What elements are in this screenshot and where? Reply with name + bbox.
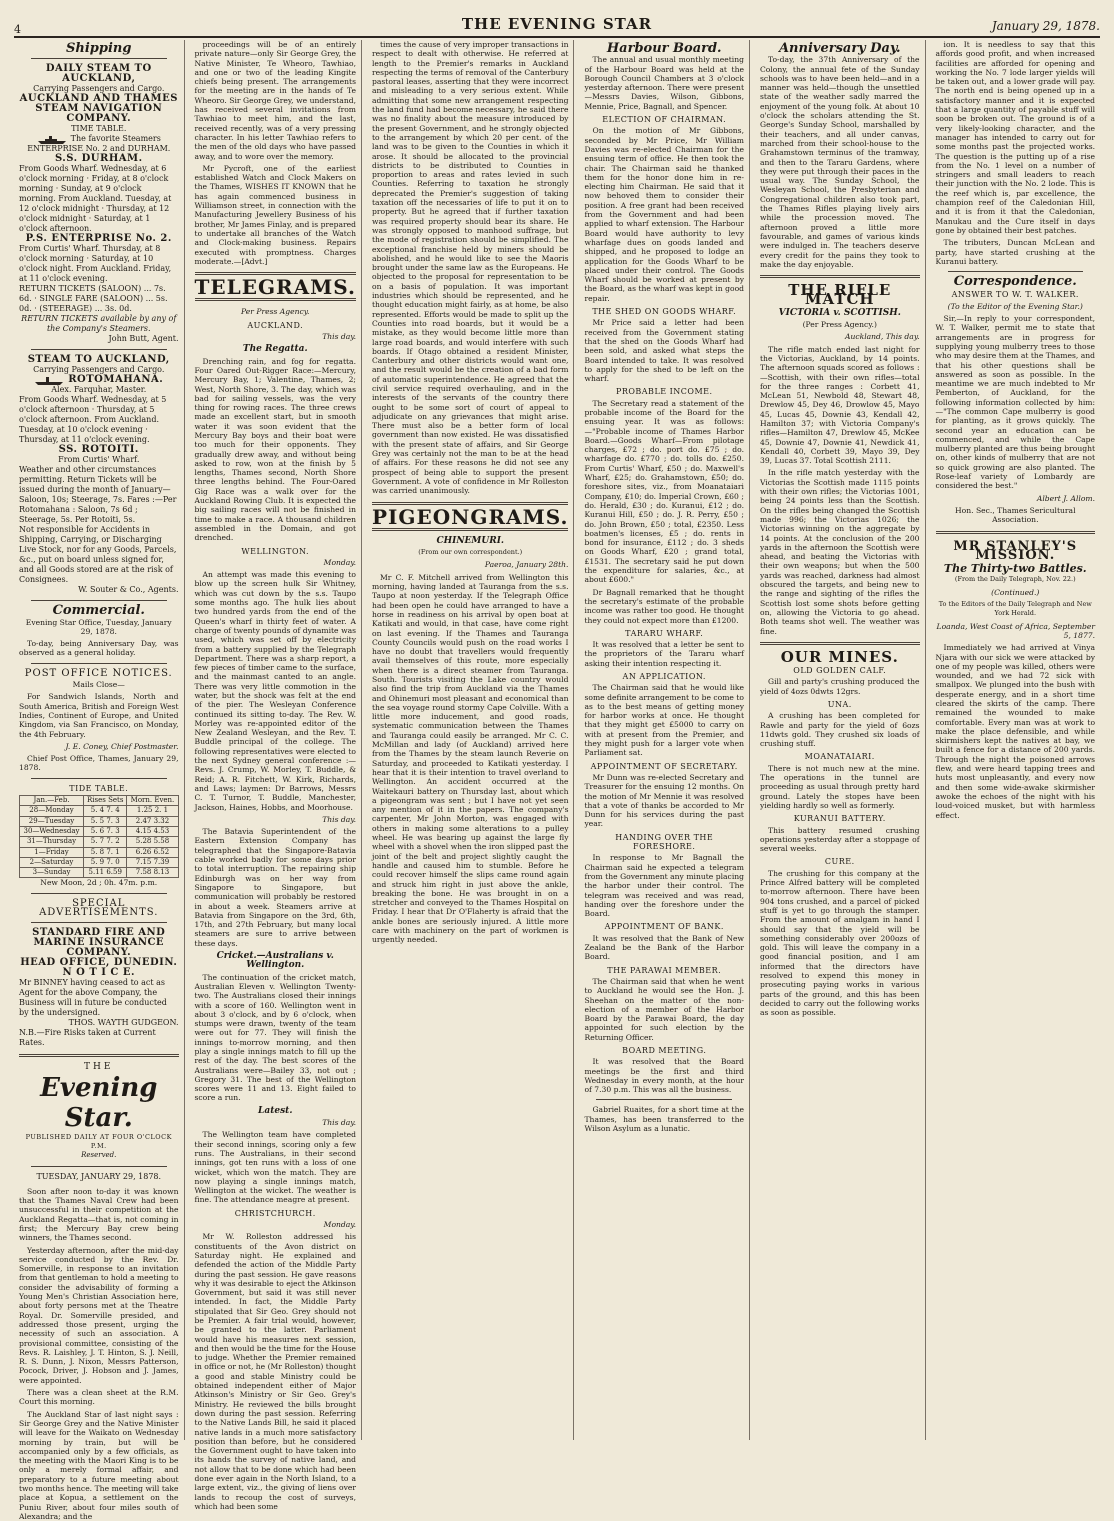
cricket-heading: Cricket.—Australians v. Wellington. <box>216 951 334 971</box>
table-cell: 5. 5 7. 3 <box>84 816 127 826</box>
tide-table-header: Jan.—Feb. <box>20 796 84 806</box>
table-cell: 5. 6 7. 3 <box>84 826 127 836</box>
auckland-heading: AUCKLAND. <box>247 320 304 330</box>
regatta-heading: The Regatta. <box>242 344 308 355</box>
table-cell: 5. 8 7. 1 <box>84 847 127 857</box>
masthead <box>14 10 1100 38</box>
editorial-para: There was a clean sheet at the R.M. Court this morning. <box>19 1388 179 1407</box>
table-row <box>20 826 179 836</box>
table-cell: 7.58 8.13 <box>127 868 178 878</box>
harbour-board-heading: Harbour Board. <box>606 41 722 56</box>
paper-nameplate: THE Evening Star. PUBLISHED DAILY AT FOUR O'CLOCK P.M. Reserved. TUESDAY, JANUARY 29, 1878. <box>25 1062 172 1181</box>
table-cell: 29—Tuesday <box>20 816 84 826</box>
table-row <box>20 816 179 826</box>
editorial-para: Yesterday afternoon, after the mid-day service conducted by the Rev. Dr. Somerville, in response to an invitation from that gentleman to hold a meeting to consider the advisability of forming a Young Men's Christian Association here, about forty persons met at the Theatre Royal. Dr. Somerville presided, and addressed those present, urging the necessity of such an association. A provisional committee, consisting of the Revs. R. Laishley, J. T. Hinton, S. J. Neill, R. S. Dunn, J. Nixon, Messrs Patterson, Pocock, Driver, J. Hobson and J. James, were appointed. <box>19 1245 179 1385</box>
chinemuri-heading: CHINEMURI. <box>436 535 505 546</box>
issue-date: January 29, 1878. <box>991 19 1100 33</box>
ad-steam-to-auckland: STEAM TO AUCKLAND, Carrying Passengers and Cargo. ROTOMAHANA. Alex. Farquhar, Master. From Goods Wharf. Wednesday, at 5 o'clock afternoon · Thursday, at 5 o'clock afternoon. From Auckland. Tuesday, at 10 o'clock evening · Thursday, at 11 o'clock evening. SS. ROTOITI. From Curtis' Wharf. Weather and other circumstances permitting. Return Tickets will be issued during the month of January—Saloon, 10s; Steerage, 7s. Fares :—Per Rotomahana : Saloon, 7s 6d ; Steerage, 5s. Per Rotoiti, 5s. Not responsible for Accidents in Shipping, Carrying, or Discharging Live Stock, nor for any Goods, Parcels, &c., put on board unless signed for, and all Goods stored are at the risk of Consignees. W. Souter & Co., Agents. <box>19 354 179 595</box>
columns <box>14 40 1100 1521</box>
pigeongrams-heading: PIGEONGRAMS. <box>372 504 569 529</box>
table-cell: 2.47 3.32 <box>127 816 178 826</box>
table-cell: 1—Friday <box>20 847 84 857</box>
stanley-heading: MR STANLEY'S MISSION. <box>953 538 1078 563</box>
table-cell: 1.25 2. 1 <box>127 806 178 816</box>
table-cell: 5.28 5.58 <box>127 837 178 847</box>
table-row <box>20 806 179 816</box>
special-ads-heading: SPECIAL ADVERTISEMENTS. <box>39 897 159 919</box>
tide-table-header: Morn. Even. <box>127 796 178 806</box>
table-cell: 2—Saturday <box>20 857 84 867</box>
column-5: Anniversary Day. To-day, the 37th Anniversary of the Colony, the annual fete of the Sunday schools was to have been held—and in a manner was held—though the unsettled state of the weather sadly marred the enjoyment of the young folk. At about 10 o'clock the scholars attending the St. George's Sunday School, marshalled by their teachers, and all under canvas, marched from their school-house to the Grahamstown terminus of the tramway, and then to the Tararu Gardens, where they were put through their paces in the usual way. The Sunday School, the Wesleyan School, the Presbyterian and Congregational children also took part, the Thames Rifles playing lively airs while the procession moved. The afternoon proved a little more favourable, and games of various kinds were indulged in. The teachers deserve every credit for the pains they took to make the day enjoyable. THE RIFLE MATCH VICTORIA v. SCOTTISH. (Per Press Agency.) Auckland, This day. The rifle match ended last night for the Victorias, Auckland, by 14 points. The afternoon squads scored as follows :—Scottish, with their own rifles—total for the three ranges : Corbett 41, McLean 51, Newbold 48, Stewart 48, Drewlow 45, Dey 46, Drowlow 45, Mayo 45, Lucas 45, Downie 43, Kendall 42, Hamilton 37; with Victoria Company's rifles—Hamilton 47, Drewlow 45, McKee 45, Downie 47, Downie 41, Newdick 41, Kendall 40, Corbett 39, Mayo 39, Dey 39, Lucas 37. Total Scottish 2111. In the rifle match yesterday with the Victorias the Scottish made 1115 points with their own rifles; the Victorias 1001, being 24 points less than the Scottish. On the rifles being changed the Scottish made 996; the Victorias 1026; the Victorias winning on the aggregate by 14 points. At the conclusion of the 200 yards in the afternoon the Scottish were ahead, and beating the Victorias with their own weapons; but when the 500 yards was reached, darkness had almost obscured the targets, and being new to the range and sighting of the rifles the Scottish lost some shots before getting on, allowing the Victoria to go ahead. Both teams shot well. The weather was fine. OUR MINES. OLD GOLDEN CALF. Gill and party's crushing produced the yield of 4ozs 0dwts 12grs. UNA. A crushing has been completed for Rawle and party for the yield of 6ozs 11dwts gold. They crushed six loads of crushing stuff. MOANATAIARI. There is not much new at the mine. The operations in the tunnel are proceeding as usual through pretty hard ground. Lately the stopes have been yielding hardly so well as formerly. KURANUI BATTERY. This battery resumed crushing operations yesterday after a stoppage of several weeks. CURE. The crushing for this company at the Prince Alfred battery will be completed to-morrow afternoon. There have been 904 tons crushed, and a parcel of picked stuff is yet to go through the stamper. From the amount of amalgam in hand I should say that the yield will be something considerably over 200ozs of gold. This will leave the company in a good financial position, and I am informed that the directors have resolved to expend this money in prosecuting paying works in various parts of the ground, and this has been decided to carry out the following works as soon as possible. <box>755 40 926 1440</box>
table-cell: 30—Wednesday <box>20 826 84 836</box>
steamer-icon <box>34 375 64 385</box>
latest-heading: Latest. <box>258 1105 293 1116</box>
page-number: 4 <box>14 23 21 36</box>
table-cell: 5. 7 7. 2 <box>84 837 127 847</box>
column-2: proceedings will be of an entirely private nature—only Sir George Grey, the Native Minister, Te Wheoro, Tawhiao, and one or two of the leading Kingite chiefs being present. The arrangements for the meeting are in the hands of Te Wheoro. Sir George Grey, we understand, has received several invitations from Tawhiao to meet him, and the last, received recently, was of a very pressing character. In his letter Tawhiao refers to the men of the old days who have passed away, and to wore over the memory. Mr Pycroft, one of the earliest established Watch and Clock Makers on the Thames, WISHES IT KNOWN that he has again commenced business in Williamson street, in connection with the Manufacturing Jewellery Business of his brother, Mr James Finlay, and is prepared to undertake all branches of the Watch and Clock-making business. Repairs executed with promptness. Charges moderate.—[Advt.] TELEGRAMS. Per Press Agency. AUCKLAND. This day. The Regatta. Drenching rain, and fog for regatta. Four Oared Out-Rigger Race:—Mercury, Mercury Bay, 1; Valentine, Thames, 2; West, North Shore, 3. The day, which was bad for sailing vessels, was the very thing for rowing races. The three crews made an excellent start, but in smooth water it was soon evident that the Mercury Bay boys and their boat were too much for their opponents. They gradually drew away, and without being asked to row, won at the finish by 5 lengths, Thames second, North Shore three lengths behind. The Four-Oared Gig Race was a walk over for the Auckland Rowing Club. It is expected the big sailing races will not be finished in time to make a race. A thousand children assembled in the Domain, and got drenched. WELLINGTON. Monday. An attempt was made this evening to blow up the screen hulk Sir Whitney, which was cut down by the s.s. Taupo some months ago. The hulk lies about two hundred yards from the end of the Queen's wharf in thirty feet of water. A charge of twenty pounds of dynamite was used, which was set off by electricity from a battery supplied by the Telegraph Department. There was a sharp report, a few pieces of timber came to the surface, and the mainmast canted to an angle. There was very little commotion in the water, but the shock was felt at the end of the pier. The Wesleyan Conference continued its sitting to-day. The Rev. W. Morley was re-appointed editor of the New Zealand Wesleyan, and the Rev. T. Buddle principal of the college. The following representatives were elected to the next Sydney general conference :— Revs. J. Crump, W. Morley, T. Buddle, & Reid; A. R. Fitchett, W. Kirk, Richards, and Laws; laymen: Dr Barrows, Messrs C. T. Turnor, T. Buddle, Manchester, Jackson, Haines, Hobbs, and Moorhouse. This day. The Batavia Superintendent of the Eastern Extension Company has telegraphed that the Singapore-Batavia cable worked badly for some days prior to total interruption. The repairing ship Edinburgh was on her way from Singapore to Singapore, but communication will probably be restored in about a week. Steamers arrive at Batavia from Singapore on the 3rd, 6th, 17th, and 27th February, but many local steamers are sure to arrive between these days. Cricket.—Australians v. Wellington. The continuation of the cricket match, Australian Eleven v. Wellington Twenty-two. The Australians closed their innings with a score of 160. Wellington went in about 3 o'clock, and by 6 o'clock, when stumps were drawn, twenty of the team were out for 77. They will finish the innings to-morrow morning, and then play a single innings match to fill up the rest of the day. The best scores of the Australians were—Bailey 33, not out ; Gregory 31. The best of the Wellington scores were 11 and 13. Eight failed to score a run. Latest. This day. The Wellington team have completed their second innings, scoring only a few runs. The Australians, in their second innings, got ten runs with a loss of one wicket, which won the match. They are now playing a single innings match, Wellington at the wicket. The weather is fine. The attendance meagre at present. CHRISTCHURCH. Monday. Mr W. Rolleston addressed his constituents of the Avon district on Saturday night. He explained and defended the action of the Middle Party during the past session. He gave reasons why it was desirable to eject the Atkinson Government, but said it was still never intended. In fact, the Middle Party stipulated that Sir Geo. Grey should not be Premier. A fair trial would, however, be granted to the latter. Parliament would have his measures next session, and then would be the time for the House to judge. Whether the Premier remained in office or not, he (Mr Rolleston) thought a good and stable Ministry could be obtained independent either of Major Atkinson's Ministry or Sir Geo. Grey's Ministry. He reviewed the bills brought down during the past session. Referring to the Native Lands Bill, he said it placed native lands in a much more satisfactory position than before, but he considered the Government ought to have taken into its hands the survey of native land, and not allow that to be done which had been done ever again in the North Island, to a large extent, viz., the giving of liens over lands to recoup the cost of surveys, which had been some <box>190 40 362 1440</box>
table-cell: 5.11 6.59 <box>84 868 127 878</box>
shipping-heading: Shipping <box>66 41 132 56</box>
editorial-para: The Auckland Star of last night says : Sir George Grey and the Native Minister will leave for the Waikato on Wednesday morning by train, but will be accompanied only by a few officials, as the meeting with the Maori King is to be only a merely formal affair, and preparatory to a future meeting about two months hence. The meeting will take place at Kopua, a settlement on the Puniu River, about four miles south of Alexandra; and the <box>19 1409 179 1521</box>
christchurch-heading: CHRISTCHURCH. <box>234 1208 316 1218</box>
paper-title: THE EVENING STAR <box>461 15 653 33</box>
table-cell: 6.26 6.52 <box>127 847 178 857</box>
tide-table <box>19 795 179 878</box>
table-cell: 3—Sunday <box>20 868 84 878</box>
table-cell: 28—Monday <box>20 806 84 816</box>
steamer-icon <box>37 134 67 144</box>
table-cell: 31—Thursday <box>20 837 84 847</box>
editorial-para: Soon after noon to-day it was known that the Thames Naval Crew had been unsuccessful in their competition at the Auckland Regatta—that is, not coming in first; the Mercury Bay crew being winners, the Thames second. <box>19 1186 179 1243</box>
post-office-heading: POST OFFICE NOTICES. <box>24 667 173 679</box>
wellington-heading: WELLINGTON. <box>241 546 310 556</box>
our-mines-heading: OUR MINES. <box>780 647 899 666</box>
correspondence-heading: Correspondence. <box>953 274 1077 290</box>
table-cell: 4.15 4.53 <box>127 826 178 836</box>
column-3: times the cause of very improper transactions in respect to dealt with otherwise. He referred at length to the Premier's remarks in Auckland respecting the terms of removal of the Canterbury pastoral leases, asserting that they were incorrect and misleading to a very serious extent. While admitting that some new arrangement respecting the land fund had become necessary, he said there was no finality about the measure introduced by the present Government, and he strongly objected to the arrangement by which 20 per cent. of the land was to be given to the Counties in which it arose. It should be allocated to the provincial districts to be distributed to Counties in proportion to areas and rates levied in such Counties. Referring to taxation he strongly deprecated the Premier's suggestion of taking taxation off the necessaries of life to put it on to property. But he agreed that if further taxation was required property should bear its share. He was strongly opposed to manhood suffrage, but the mode of registration should be simplified. The exceptional franchise held by miners should be abolished, and he would like to see the Maoris brought under the same law as the Europeans. He objected to the proposal for representation to be on a basis of population. It was important industries which should be represented, and he thought education might fairly, as at home, be also represented. Efforts would be made to split up the Counties into road boards, but it would be a mistake, as they would become little more than large road boards, and would interfere with such boards. If Otago obtained a resident Minister, Canterbury and other districts would want one, and the result would be the creation of a bad form of automatic superintendence. He agreed that the civil service required overhauling, and in the interests of the servants of the country there ought to be some sort of court of appeal to adjudicate on any grievances that might arise. There must also be a better form of local government than now existed. He was dissatisfied with the present state of affairs, and Sir George Grey was certainly not the man to be at the head of affairs. For these reasons he did not see any prospect of being able to support the present Government. A vote of confidence in Mr Rolleston was carried unanimously. PIGEONGRAMS. CHINEMURI. (From our own correspondent.) Paeroa, January 28th. Mr C. F. Mitchell arrived from Wellington this morning, having landed at Tauranga from the s.s. Taupo at noon yesterday. If the Telegraph Office had been open he could have arranged to have a horse in readiness on his arrival by open boat at Katikati and would, in that case, have come right on last evening. If the Thames and Tauranga County Councils would push on the road works I have no doubt that travellers would frequently avail themselves of this route, more especially when there is a direct steamer from Tauranga. South. Tourists visiting the Lake country would also find the trip from Auckland via the Thames and Ohinemuri most pleasant and economical than the sea voyage round stormy Cape Colville. With a little more inducement, and good roads, systematic communication between the Thames and Tauranga could easily be arranged. Mr C. C. McMillan and lady (of Auckland) arrived here from the Thames by the steam launch Reverie on Saturday, and proceeded to Katikati yesterday. I hear that it is their intention to travel overland to Wellington. An accident occurred at the Waitekauri battery on Thursday last, about which a pigeongram was sent ; but I have not yet seen any mention of it in the papers. The company's carpenter, Mr John Morton, was engaged with others in making some alterations to a pulley wheel. He was bearing up against the large fly wheel with a shovel when the iron slipped past the joint of the belt and project slightly caught the handle and caused him to stumble. Before he could recover himself the slips came round again and struck him right in just above the ankle, breaking the bone. He was brought in on a stretcher and conveyed to the Thames Hospital on Friday. I hear that Dr O'Flaherty is afraid that the ankle bones are seriously injured. A little more care with machinery on the part of workmen is urgently needed. <box>367 40 574 1440</box>
table-row <box>20 837 179 847</box>
table-cell: 5. 9 7. 0 <box>84 857 127 867</box>
column-1: Shipping DAILY STEAM TO AUCKLAND, Carrying Passengers and Cargo. AUCKLAND AND THAMES STEAM NAVIGATION COMPANY. TIME TABLE. The favorite Steamers ENTERPRISE No. 2 and DURHAM. S.S. DURHAM. From Goods Wharf. Wednesday, at 6 o'clock morning · Friday, at 8 o'clock morning · Sunday, at 9 o'clock morning. From Auckland. Tuesday, at 12 o'clock midnight · Thursday, at 12 o'clock midnight · Saturday, at 1 o'clock afternoon. P.S. ENTERPRISE No. 2. From Curtis' Wharf. Thursday, at 8 o'clock morning · Saturday, at 10 o'clock night. From Auckland. Friday, at 11 o'clock evening. RETURN TICKETS (SALOON) ... 7s. 6d. · SINGLE FARE (SALOON) ... 5s. 0d. · (STEERAGE) ... 3s. 0d. RETURN TICKETS available by any of the Company's Steamers. John Butt, Agent. STEAM TO AUCKLAND, Carrying Passengers and Cargo. ROTOMAHANA. Alex. Farquhar, Master. From Goods Wharf. Wednesday, at 5 o'clock afternoon · Thursday, at 5 o'clock afternoon. From Auckland. Tuesday, at 10 o'clock evening · Thursday, at 11 o'clock evening. SS. ROTOITI. From Curtis' Wharf. Weather and other circumstances permitting. Return Tickets will be issued during the month of January—Saloon, 10s; Steerage, 7s. Fares :—Per Rotomahana : Saloon, 7s 6d ; Steerage, 5s. Per Rotoiti, 5s. Not responsible for Accidents in Shipping, Carrying, or Discharging Live Stock, nor for any Goods, Parcels, &c., put on board unless signed for, and all Goods stored are at the risk of Consignees. W. Souter & Co., Agents. Commercial. Evening Star Office, Tuesday, January 29, 1878. To-day, being Anniversary Day, was observed as a general holiday. POST OFFICE NOTICES. Mails Close— For Sandwich Islands, North and South America, British and Foreign West Indies, Continent of Europe, and United Kingdom, via San Francisco, on Monday, the 4th February. J. E. Coney, Chief Postmaster. Chief Post Office, Thames, January 29, 1878. TIDE TABLE. Jan.—Feb. Rises Sets Morn. Even. 28—Monday 5. 4 7. 4 1.25 2. 1 29—Tuesday 5. 5 7. 3 2.47 3.32 30—Wednesday 5. 6 7. 3 4.15 4.53 31—Thursday 5. 7 7. 2 5.28 5.58 1—Friday 5. 8 7. 1 6.26 6.52 2—Saturday 5. 9 7. 0 7.15 7.39 3—Sunday 5.11 6.59 7.58 8.13 New Moon, 2d ; 0h. 47m. p.m. SPECIAL ADVERTISEMENTS. STANDARD FIRE AND MARINE INSURANCE COMPANY. HEAD OFFICE, DUNEDIN. N O T I C E. Mr BINNEY having ceased to act as Agent for the above Company, the Business will in future be conducted by the undersigned. THOS. WAYTH GUDGEON. N.B.—Fire Risks taken at Current Rates. THE Evening Star. PUBLISHED DAILY AT FOUR O'CLOCK P.M. Reserved. TUESDAY, JANUARY 29, 1878. Soon after noon to-day it was known that the Thames Naval Crew had been unsuccessful in their competition at the Auckland Regatta—that is, not coming in first; the Mercury Bay crew being winners, the Thames second. Yesterday afternoon, after the mid-day service conducted by the Rev. Dr. Somerville, in response to an invitation from that gentleman to hold a meeting to consider the advisability of forming a Young Men's Christian Association here, about forty persons met at the Theatre Royal. Dr. Somerville presided, and addressed those present, urging the necessity of such an association. A provisional committee, consisting of the Revs. R. Laishley, J. T. Hinton, S. J. Neill, R. S. Dunn, J. Nixon, Messrs Patterson, Pocock, Driver, J. Hobson and J. James, were appointed. There was a clean sheet at the R.M. Court this morning. The Auckland Star of last night says : Sir George Grey and the Native Minister will leave for the Waikato on Wednesday morning by train, but will be accompanied only by a few officials, as the meeting with the Maori King is to be only a merely formal affair, and preparatory to a future meeting about two months hence. The meeting will take place at Kopua, a settlement on the Puniu River, about four miles south of Alexandra; and the <box>14 40 185 1440</box>
commercial-heading: Commercial. <box>52 603 145 619</box>
table-row <box>20 847 179 857</box>
table-row <box>20 857 179 867</box>
ad-thames-navigation: AUCKLAND AND THAMES STEAM NAVIGATION COMPANY. TIME TABLE. The favorite Steamers ENTERPRISE No. 2 and DURHAM. S.S. DURHAM. From Goods Wharf. Wednesday, at 6 o'clock morning · Friday, at 8 o'clock morning · Sunday, at 9 o'clock morning. From Auckland. Tuesday, at 12 o'clock midnight · Thursday, at 12 o'clock midnight · Saturday, at 1 o'clock afternoon. P.S. ENTERPRISE No. 2. From Curtis' Wharf. Thursday, at 8 o'clock morning · Saturday, at 10 o'clock night. From Auckland. Friday, at 11 o'clock evening. RETURN TICKETS (SALOON) ... 7s. 6d. · SINGLE FARE (SALOON) ... 5s. 0d. · (STEERAGE) ... 3s. 0d. RETURN TICKETS available by any of the Company's Steamers. John Butt, Agent. <box>19 93 179 344</box>
ad-daily-steam: DAILY STEAM TO AUCKLAND, Carrying Passengers and Cargo. <box>33 63 165 94</box>
table-row <box>20 868 179 878</box>
anniversary-heading: Anniversary Day. <box>778 41 901 56</box>
rifle-match-heading: THE RIFLE MATCH <box>788 281 892 309</box>
column-6: ion. It is needless to say that this affords good profit, and when increased facilities are afforded for opening and working the No. 7 lode larger yields will be taken out, and a lower grade will pay. The north end is being opened up in a satisfactory manner and it is expected that a large quantity of payable stuff will soon be broken out. The ground is of a very likely-looking character, and the manager has intended to carry out for some months past the projected works. The question is the putting up of a rise from the No. 1 level on a number of stringers and small leaders to reach their junction with the No. 2 lode. This is the reef which is, par excellence, the champion reef of the Caledonian Hill, and it is from it that the Caledonian, Manukau and the Cure itself in days gone by obtained their best patches. The tributers, Duncan McLean and party, have started crushing at the Kuranui battery. Correspondence. ANSWER TO W. T. WALKER. (To the Editor of the Evening Star.) Sir,—In reply to your correspondent, W. T. Walker, permit me to state that arrangements are in progress for supplying young mulberry trees to those who may desire them at the Thames, and that his other questions shall be answered as soon as possible. In the meantime we are much indebted to Mr Pemberton, of Auckland, for the following information collected by him:—"The common Cape mulberry is good for planting, as it grows quickly. The second year an education can be commenced, and while the Cape mulberry planted are thus being brought on, other kinds of mulberry that are not so quick growing are also planted. The Rose-leaf variety of Lombardy are considered the best." Albert J. Allom. Hon. Sec., Thames Sericultural Association. MR STANLEY'S MISSION. The Thirty-two Battles. (From the Daily Telegraph, Nov. 22.) (Continued.) To the Editors of the Daily Telegraph and New York Herald. Loanda, West Coast of Africa, September 5, 1877. Immediately we had arrived at Vinya Njara with our sick we were attacked by one of my people was killed, others were wounded, and we had 72 sick with smallpox. We plunged into the bush with desperate energy, and in a short time cleared the skirts of the camp. There remained the wounded to make comfortable. Every man was at work to make the place defensible, and while skirmishers kept the natives at bay, we built a fence for a distance of 200 yards. Through the night the poisoned arrows flew, and were heard tapping trees and huts most unpleasantly, and every now and then some wide-awake skirmisher awoke the echoes of the night with his loud-voiced musket, but with harmless effect. <box>935 40 1096 820</box>
table-cell: 5. 4 7. 4 <box>84 806 127 816</box>
tide-table-heading: TIDE TABLE. <box>69 783 129 793</box>
ad-insurance: STANDARD FIRE AND MARINE INSURANCE COMPANY. HEAD OFFICE, DUNEDIN. N O T I C E. Mr BINNEY having ceased to act as Agent for the above Company, the Business will in future be conducted by the undersigned. THOS. WAYTH GUDGEON. N.B.—Fire Risks taken at Current Rates. <box>19 927 179 1048</box>
column-4: Harbour Board. The annual and usual monthly meeting of the Harbour Board was held at the Borough Council Chambers at 3 o'clock yesterday afternoon. There were present—Messrs Davies, Wilson, Gibbons, Mennie, Price, Bagnall, and Spencer. ELECTION OF CHAIRMAN. On the motion of Mr Gibbons, seconded by Mr Price, Mr William Davies was re-elected Chairman for the ensuing term of office. He then took the chair. The Chairman said he thanked them for the honor done him in re-electing him Chairman. He said that it now behoved them to consider their position. A free grant had been received from the Government and had been applied to wharf extension. The Harbour Board would have authority to levy wharfage dues on goods landed and shipped, and he proposed to lodge an application for the Goods Wharf to be placed under their control. The Goods Wharf should be worked at present by the Board, as the wharf was kept in good repair. THE SHED ON GOODS WHARF. Mr Price said a letter had been received from the Government stating that the shed on the Goods Wharf had been sold, and asked what steps the Board intended to take. It was resolved to apply for the shed to be left on the wharf. PROBABLE INCOME. The Secretary read a statement of the probable income of the Board for the ensuing year. It was as follows:—"Probable income of Thames Harbor Board.—Goods Wharf—From pilotage charges, £72 ; do. port do. £75 ; do. wharfage do. £770 ; do. tolls do. £250. From Curtis' Wharf, £50 ; do. Maxwell's Wharf, £25; do. Grahamstown, £50; do. foreshore sites, viz., from Moanataiari Company, £10; do. Imperial Crown, £60 ; do. Herald, £30 ; do. Kuranui, £12 ; do. Kuranui Hill, £50 ; do. J. R. Perry, £50 ; do. John Brown, £50 ; total, £2350. Less boatmen's licenses, £5 ; do. rents in bond for insurance, £112 ; do. 3 sheds on Goods Wharf, £20 ; grand total, £1531. The secretary said he put down the expenditure for salaries, &c., at about £600." Dr Bagnall remarked that he thought the secretary's estimate of the probable income was rather too good. He thought they could not expect more than £1200. TARARU WHARF. It was resolved that a letter be sent to the proprietors of the Tararu wharf asking their intention respecting it. AN APPLICATION. The Chairman said that he would like some definite arrangement to be come to as to the best means of getting money for harbor works at once. He thought that they might get £5000 to carry on with at present from the Premier, and they might push for a larger vote when Parliament sat. APPOINTMENT OF SECRETARY. Mr Dunn was re-elected Secretary and Treasurer for the ensuing 12 months. On the motion of Mr Mennie it was resolved that a vote of thanks be accorded to Mr Dunn for his services during the past year. HANDING OVER THE FORESHORE. In response to Mr Bagnall the Chairman said he expected a telegram from the Government any minute placing the harbor under their control. The telegram was received and was read, handing over the foreshore under the Board. APPOINTMENT OF BANK. It was resolved that the Bank of New Zealand be the Bank of the Harbor Board. THE PARAWAI MEMBER. The Chairman said that when he went to Auckland he would see the Hon. J. Sheehan on the matter of the non-election of a member of the Harbor Board by the Parawai Board, the day appointed for such election by the Returning Officer. BOARD MEETING. It was resolved that the Board meetings be the first and third Wednesday in every month, at the hour of 7.30 p.m. This was all the business. Gabriel Ruaites, for a short time at the Thames, has been transferred to the Wilson Asylum as a lunatic. <box>579 40 750 1440</box>
tide-table-header: Rises Sets <box>84 796 127 806</box>
telegrams-heading: TELEGRAMS. <box>194 275 356 300</box>
table-cell: 7.15 7.39 <box>127 857 178 867</box>
